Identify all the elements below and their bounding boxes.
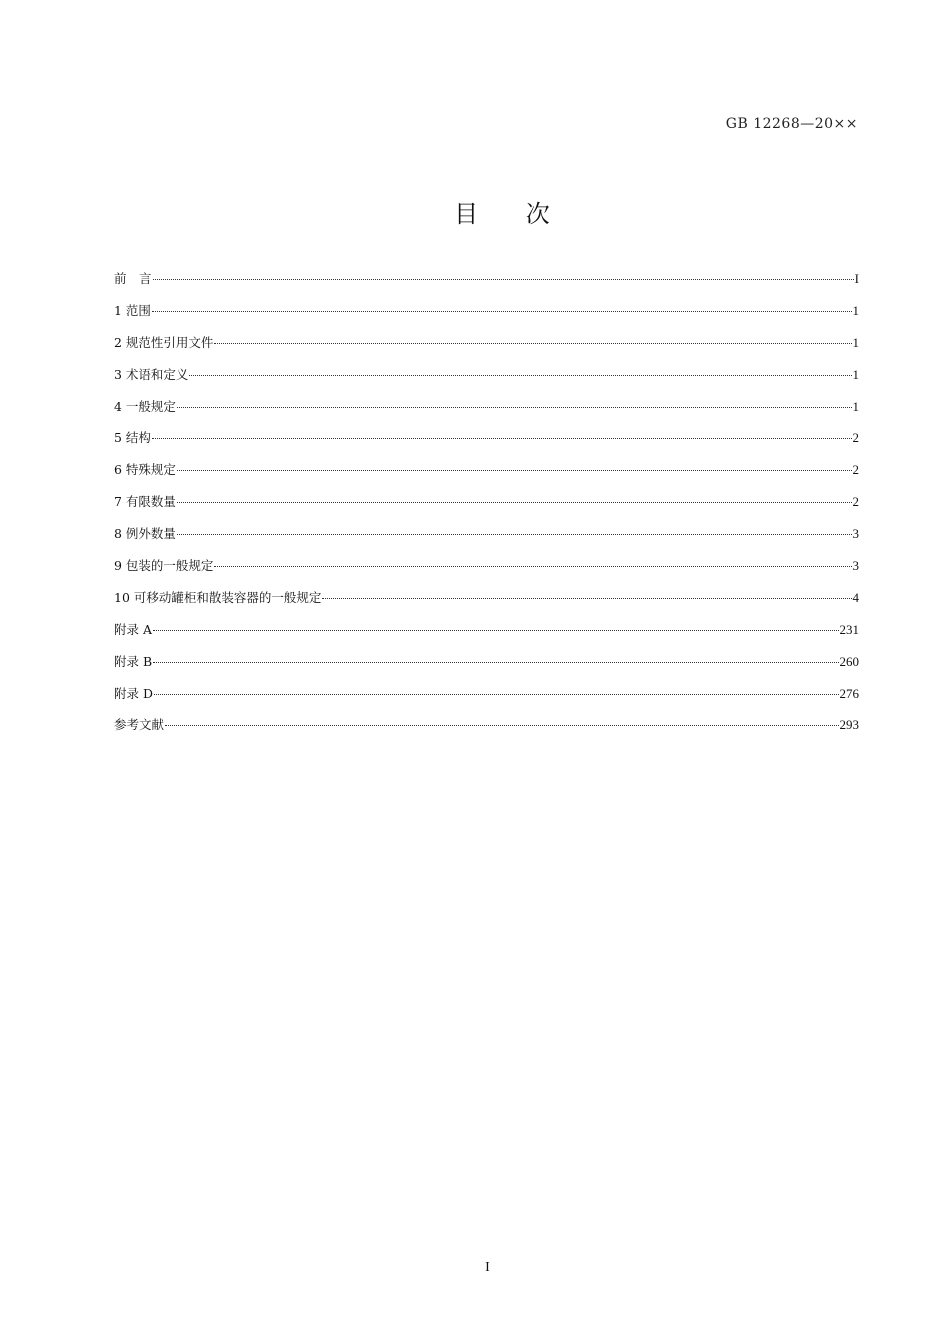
dot-leader — [154, 694, 839, 695]
toc-item-label: 附录 B — [114, 653, 153, 669]
toc-item-label: 3 术语和定义 — [114, 366, 189, 382]
toc-item-general-provisions[interactable] — [114, 396, 859, 428]
toc-item-appendix-a[interactable] — [114, 619, 859, 651]
dot-leader — [177, 470, 852, 471]
toc-item-portable-tanks[interactable] — [114, 587, 859, 619]
toc-item-label: 前 言 — [114, 271, 152, 286]
toc-item-label: 附录 D — [114, 685, 153, 701]
toc-item-terms-definitions[interactable] — [114, 364, 859, 396]
toc-item-label: 10 可移动罐柜和散装容器的一般规定 — [114, 589, 322, 605]
toc-item-appendix-d[interactable] — [114, 683, 859, 715]
toc-item-page: 1 — [852, 366, 859, 382]
dot-leader — [214, 343, 851, 344]
toc-item-label: 1 范围 — [114, 302, 151, 318]
dot-leader — [177, 502, 852, 503]
toc-item-bibliography[interactable] — [114, 714, 859, 746]
toc-title: 目 次 — [454, 200, 570, 228]
toc-item-label: 6 特殊规定 — [114, 462, 176, 478]
dot-leader — [322, 598, 851, 599]
toc-item-label: 4 一般规定 — [114, 398, 176, 414]
dot-leader — [189, 375, 851, 376]
toc-item-page: 1 — [852, 398, 859, 414]
toc-item-label: 附录 A — [114, 621, 153, 637]
dot-leader — [153, 630, 838, 631]
dot-leader — [177, 407, 852, 408]
toc-item-foreword[interactable] — [114, 268, 859, 300]
toc-item-page: 1 — [852, 302, 859, 318]
toc-item-structure[interactable] — [114, 427, 859, 459]
toc-item-normative-references[interactable] — [114, 332, 859, 364]
toc-item-page: 4 — [852, 589, 859, 605]
toc-item-page: 3 — [852, 526, 859, 542]
dot-leader — [152, 311, 852, 312]
toc-item-page: 276 — [839, 685, 859, 701]
toc-item-limited-quantities[interactable] — [114, 491, 859, 523]
dot-leader — [165, 725, 838, 726]
dot-leader — [214, 566, 851, 567]
toc-item-page: I — [854, 271, 859, 286]
toc-item-page: 3 — [852, 558, 859, 574]
page-number: I — [485, 1260, 490, 1275]
toc-item-appendix-b[interactable] — [114, 651, 859, 683]
toc-item-scope[interactable] — [114, 300, 859, 332]
toc-item-special-provisions[interactable] — [114, 459, 859, 491]
toc-item-excepted-quantities[interactable] — [114, 523, 859, 555]
toc-item-page: 231 — [839, 621, 859, 637]
toc-item-label: 参考文献 — [114, 717, 165, 733]
dot-leader — [152, 438, 852, 439]
toc-item-page: 293 — [839, 717, 859, 733]
toc-item-page: 2 — [852, 430, 859, 446]
toc-item-page: 260 — [839, 653, 859, 669]
toc-item-label: 5 结构 — [114, 430, 151, 446]
toc-item-label: 2 规范性引用文件 — [114, 334, 214, 350]
dot-leader — [153, 662, 838, 663]
toc-item-label: 8 例外数量 — [114, 526, 176, 542]
dot-leader — [177, 534, 852, 535]
toc-item-page: 2 — [852, 494, 859, 510]
table-of-contents — [114, 268, 859, 746]
toc-item-label: 9 包装的一般规定 — [114, 558, 214, 574]
dot-leader — [153, 279, 854, 280]
document-code: GB 12268—20×× — [725, 116, 858, 132]
toc-item-packaging-general[interactable] — [114, 555, 859, 587]
toc-item-label: 7 有限数量 — [114, 494, 176, 510]
toc-item-page: 1 — [852, 334, 859, 350]
toc-item-page: 2 — [852, 462, 859, 478]
